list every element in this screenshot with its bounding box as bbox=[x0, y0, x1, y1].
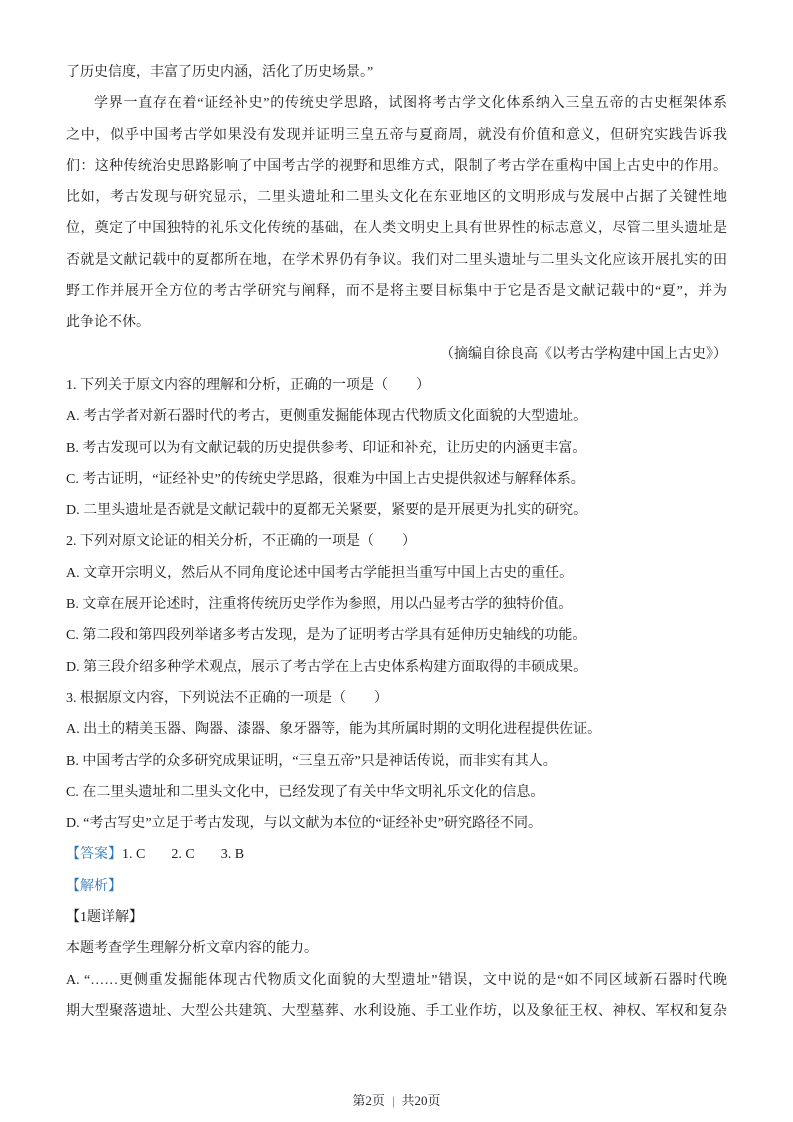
solution-line: 期大型聚落遗址、大型公共建筑、大型墓葬、水利设施、手工业作坊，以及象征王权、神权、军权和复杂 bbox=[66, 1003, 727, 1019]
answer-label: 【答案】 bbox=[66, 847, 122, 863]
footer-page-number: 第2页 bbox=[352, 1093, 385, 1108]
page-footer bbox=[0, 1091, 793, 1111]
answer-line bbox=[66, 839, 727, 870]
passage-line: 位，奠定了中国独特的礼乐文化传统的基础，在人类文明史上具有世界性的标志意义，尽管二里头遗址是 bbox=[66, 221, 727, 237]
passage-attribution: （摘编自徐良高《以考古学构建中国上古史》） bbox=[440, 346, 727, 362]
question-3-stem: 3. 根据原文内容，下列说法不正确的一项是（ ） bbox=[66, 690, 388, 706]
passage-line: 否就是文献记载中的夏都所在地，在学术界仍有争议。我们对二里头遗址与二里头文化应该开展扎实的田 bbox=[66, 252, 727, 268]
question-2-option-b: B. 文章在展开论述时，注重将传统历史学作为参照，用以凸显考古学的独特价值。 bbox=[66, 597, 573, 613]
question-1-option-a: A. 考古学者对新石器时代的考古，更侧重发掘能体现古代物质文化面貌的大型遗址。 bbox=[66, 409, 588, 425]
question-1-option-d: D. 二里头遗址是否就是文献记载中的夏都无关紧要，紧要的是开展更为扎实的研究。 bbox=[66, 503, 588, 519]
solution-line: A. “……更侧重发掘能体现古代物质文化面貌的大型遗址”错误，文中说的是“如不同区域新石器时代晚 bbox=[66, 972, 727, 988]
detail-heading: 【1题详解】 bbox=[66, 910, 143, 926]
passage-line: 了历史信度，丰富了历史内涵，活化了历史场景。” bbox=[66, 65, 374, 80]
passage-line: 此争论不休。 bbox=[66, 315, 150, 331]
passage-line: 学界一直存在着“证经补史”的传统史学思路，试图将考古学文化体系纳入三皇五帝的古史框架体系 bbox=[94, 96, 727, 112]
answer-item: 2. C bbox=[171, 847, 195, 863]
passage-line: 比如，考古发现与研究显示，二里头遗址和二里头文化在东亚地区的文明形成与发展中占据了关键性地 bbox=[66, 190, 727, 206]
question-2-option-a: A. 文章开宗明义，然后从不同角度论述中国考古学能担当重写中国上古史的重任。 bbox=[66, 565, 574, 581]
question-1-stem: 1. 下列关于原文内容的理解和分析，正确的一项是（ ） bbox=[66, 377, 430, 393]
question-3-option-c: C. 在二里头遗址和二里头文化中，已经发现了有关中华文明礼乐文化的信息。 bbox=[66, 784, 545, 800]
footer-separator: | bbox=[391, 1093, 395, 1108]
passage-line: 之中，似乎中国考古学如果没有发现并证明三皇五帝与夏商周，就没有价值和意义，但研究实践告诉我 bbox=[66, 127, 727, 143]
passage-line: 野工作并展开全方位的考古学研究与阐释，而不是将主要目标集中于它是否是文献记载中的“夏”，并为 bbox=[66, 284, 727, 300]
question-2-option-d: D. 第三段介绍多种学术观点，展示了考古学在上古史体系构建方面取得的丰硕成果。 bbox=[66, 659, 588, 675]
answer-item: 1. C bbox=[122, 847, 146, 863]
question-3-option-a: A. 出土的精美玉器、陶器、漆器、象牙器等，能为其所属时期的文明化进程提供佐证。 bbox=[66, 722, 602, 738]
question-1-option-b: B. 考古发现可以为有文献记载的历史提供参考、印证和补充，让历史的内涵更丰富。 bbox=[66, 440, 587, 456]
document-body bbox=[66, 57, 727, 1027]
footer-total-pages: 共20页 bbox=[401, 1093, 441, 1108]
question-2-stem: 2. 下列对原文论证的相关分析，不正确的一项是（ ） bbox=[66, 534, 416, 550]
question-3-option-d: D. “考古写史”立足于考古发现，与以文献为本位的“证经补史”研究路径不同。 bbox=[66, 816, 542, 832]
question-2-option-c: C. 第二段和第四段列举诸多考古发现，是为了证明考古学具有延伸历史轴线的功能。 bbox=[66, 628, 587, 644]
passage-line: 们：这种传统治史思路影响了中国考古学的视野和思维方式，限制了考古学在重构中国上古史中的作用。 bbox=[66, 158, 727, 174]
question-1-option-c: C. 考古证明，“证经补史”的传统史学思路，很难为中国上古史提供叙述与解释体系。 bbox=[66, 471, 585, 487]
answer-item: 3. B bbox=[220, 847, 245, 863]
analysis-label: 【解析】 bbox=[66, 878, 122, 894]
question-3-option-b: B. 中国考古学的众多研究成果证明，“三皇五帝”只是神话传说，而非实有其人。 bbox=[66, 753, 557, 769]
solution-intro-line: 本题考查学生理解分析文章内容的能力。 bbox=[66, 941, 318, 957]
